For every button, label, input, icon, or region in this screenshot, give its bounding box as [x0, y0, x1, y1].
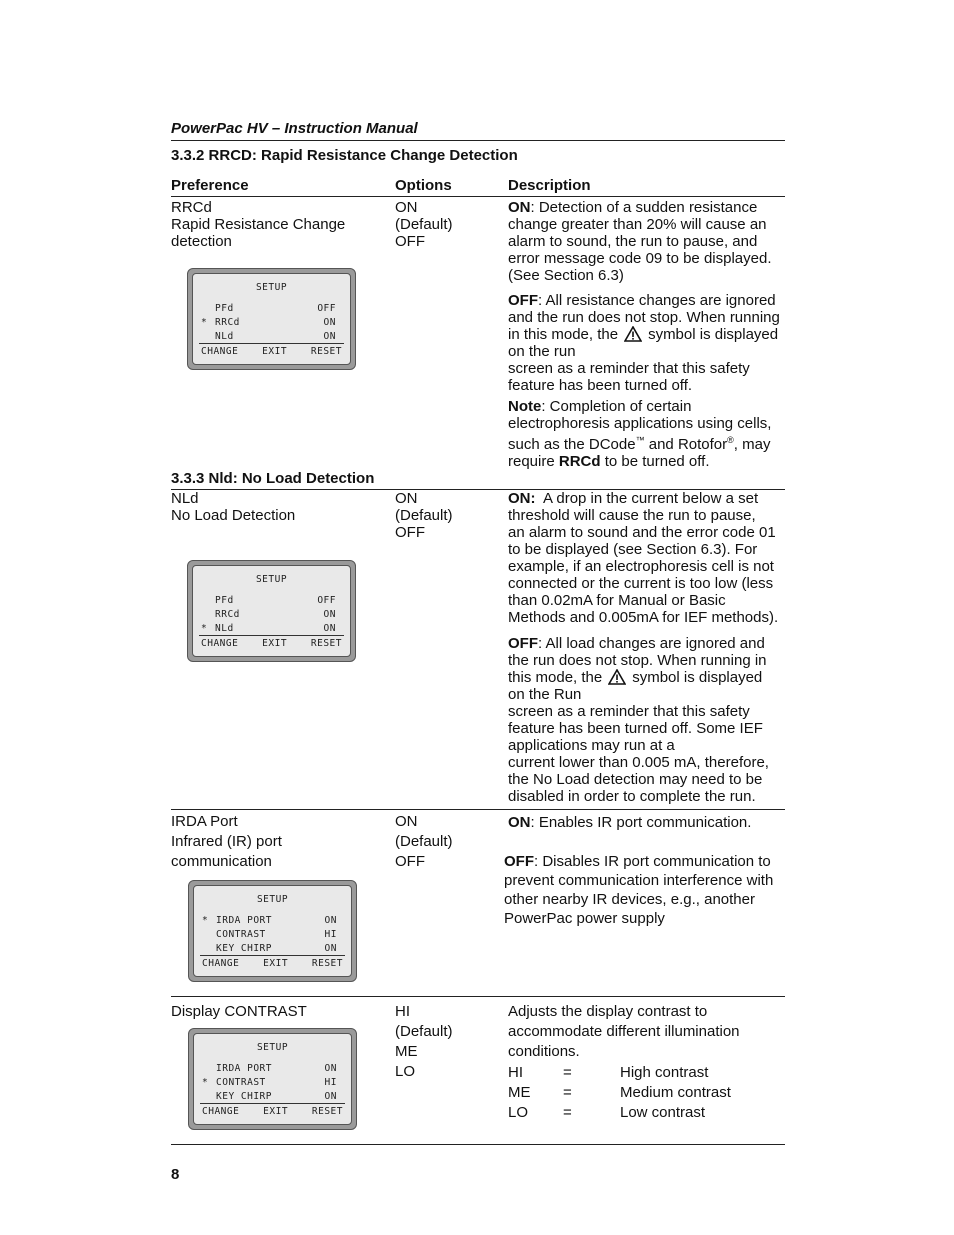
description-text: feature has been turned off.	[508, 377, 693, 394]
exit-softkey: EXIT	[263, 1106, 289, 1117]
setting-value: OFF	[317, 303, 336, 314]
option-value: HI	[395, 1003, 410, 1020]
setting-name: IRDA PORT	[216, 1063, 272, 1074]
change-softkey: CHANGE	[201, 638, 239, 649]
note-text: and Rotofor	[644, 436, 728, 453]
setting-value: ON	[323, 609, 336, 620]
note-label: Note	[508, 398, 542, 415]
trademark-symbol: ™	[635, 435, 645, 445]
description-text: Adjusts the display contrast to	[508, 1003, 708, 1020]
contrast-preference	[171, 1002, 307, 1022]
option-value: OFF	[395, 853, 425, 870]
level-meaning: Low contrast	[620, 1104, 706, 1121]
warning-icon	[608, 669, 626, 685]
screen-divider	[199, 635, 344, 636]
setting-name: NLd	[215, 623, 234, 634]
selection-marker: *	[202, 915, 209, 926]
screen-row	[202, 915, 337, 927]
reset-softkey: RESET	[310, 346, 342, 357]
level-equals: =	[563, 1064, 572, 1081]
level-equals: =	[563, 1084, 572, 1101]
description-text: conditions.	[508, 1043, 580, 1060]
nld-options	[395, 490, 453, 541]
level-code: LO	[508, 1104, 529, 1121]
contrast-level-row	[508, 1063, 768, 1083]
table-header-rule	[171, 196, 785, 197]
option-value: (Default)	[395, 1023, 453, 1040]
note-text: : Completion of certain	[541, 398, 692, 415]
off-label: OFF	[504, 853, 534, 870]
description-text: Methods and 0.005mA for IEF methods).	[508, 609, 779, 626]
option-value: ON	[395, 199, 418, 216]
screen-divider	[199, 343, 344, 344]
rrcd-off-description	[508, 292, 780, 394]
option-value: OFF	[395, 524, 425, 541]
description-text: applications may run at a	[508, 737, 675, 754]
note-text: require	[508, 453, 559, 470]
option-value: ON	[395, 490, 418, 507]
setting-name: NLd	[215, 331, 234, 342]
description-text: this mode, the	[508, 669, 603, 686]
note-text: , may	[733, 436, 771, 453]
screen-divider	[200, 1103, 345, 1104]
description-text: alarm to sound, the run to pause, and	[508, 233, 758, 250]
contrast-level-row	[508, 1103, 768, 1123]
rrcd-note	[508, 398, 771, 470]
description-text: in this mode, the	[508, 326, 619, 343]
section-heading-rrcd: 3.3.2 RRCD: Rapid Resistance Change Detection	[171, 147, 518, 164]
contrast-levels	[508, 1063, 768, 1123]
description-text: disabled in order to complete the run.	[508, 788, 756, 805]
setting-name: PFd	[215, 303, 234, 314]
change-softkey: CHANGE	[202, 958, 240, 969]
description-text: than 0.02mA for Manual or Basic	[508, 592, 726, 609]
screen-softkeys	[201, 638, 342, 649]
setting-value: ON	[323, 317, 336, 328]
level-meaning: Medium contrast	[620, 1084, 731, 1101]
on-label: ON:	[508, 490, 536, 507]
setting-name: IRDA PORT	[216, 915, 272, 926]
setting-name: RRCd	[215, 609, 240, 620]
description-text: current lower than 0.005 mA, therefore,	[508, 754, 769, 771]
contrast-options	[395, 1002, 453, 1082]
screen-title: SETUP	[256, 1042, 289, 1053]
nld-off-description	[508, 635, 769, 805]
description-text: : Disables IR port communication to	[534, 853, 771, 870]
selection-marker: *	[201, 623, 208, 634]
description-text: (See Section 6.3)	[508, 267, 624, 284]
note-text: such as the DCode	[508, 436, 636, 453]
level-code: HI	[508, 1064, 523, 1081]
description-text: threshold will cause the run to pause,	[508, 507, 756, 524]
note-text: electrophoresis applications using cells,	[508, 415, 772, 432]
pref-name: Display CONTRAST	[171, 1003, 307, 1020]
description-text: PowerPac power supply	[504, 910, 665, 927]
irda-preference	[171, 812, 282, 872]
description-text: connected or the current is too low (less	[508, 575, 774, 592]
rrcd-preference	[171, 199, 345, 250]
reset-softkey: RESET	[310, 638, 342, 649]
pref-code: NLd	[171, 490, 199, 507]
description-text: on the Run	[508, 686, 582, 703]
row-rule	[171, 809, 785, 810]
screen-row	[202, 943, 337, 955]
irda-on-description	[508, 814, 751, 831]
header-rule	[171, 140, 785, 141]
description-text: change greater than 20% will cause an	[508, 216, 767, 233]
setting-value: OFF	[317, 595, 336, 606]
description-text: A drop in the current below a set	[535, 490, 759, 507]
description-text: feature has been turned off. Some IEF	[508, 720, 763, 737]
screen-row	[201, 317, 336, 329]
setup-screen-rrcd	[187, 268, 356, 370]
description-text: screen as a reminder that this safety	[508, 360, 750, 377]
screen-softkeys	[201, 346, 342, 357]
description-text: symbol is displayed	[648, 326, 779, 343]
level-equals: =	[563, 1104, 572, 1121]
pref-name: No Load Detection	[171, 507, 296, 524]
row-rule	[171, 996, 785, 997]
setting-value: HI	[324, 929, 337, 940]
contrast-description	[508, 1002, 740, 1062]
on-label: ON	[508, 814, 531, 831]
screen-title: SETUP	[256, 894, 289, 905]
page-number: 8	[171, 1166, 180, 1183]
setting-name: RRCd	[215, 317, 240, 328]
setting-name: PFd	[215, 595, 234, 606]
on-label: ON	[508, 199, 531, 216]
setup-screen-irda	[188, 880, 357, 982]
selection-marker: *	[202, 1077, 209, 1088]
setting-value: ON	[324, 943, 337, 954]
screen-title: SETUP	[255, 282, 288, 293]
exit-softkey: EXIT	[263, 958, 289, 969]
pref-code: RRCd	[171, 199, 212, 216]
description-text: screen as a reminder that this safety	[508, 703, 750, 720]
screen-title: SETUP	[255, 574, 288, 585]
exit-softkey: EXIT	[262, 638, 288, 649]
screen-row	[201, 303, 336, 315]
setting-name: KEY CHIRP	[216, 1091, 272, 1102]
reset-softkey: RESET	[311, 958, 343, 969]
selection-marker: *	[201, 317, 208, 328]
level-code: ME	[508, 1084, 531, 1101]
section-heading-nld: 3.3.3 Nld: No Load Detection	[171, 470, 375, 487]
rrcd-on-description	[508, 199, 772, 284]
screen-divider	[200, 955, 345, 956]
contrast-level-row	[508, 1083, 768, 1103]
manual-title: PowerPac HV – Instruction Manual	[171, 120, 418, 137]
off-label: OFF	[508, 292, 538, 309]
pref-name: Rapid Resistance Change	[171, 216, 346, 233]
nld-preference	[171, 490, 295, 524]
setting-value: ON	[323, 623, 336, 634]
screen-row	[202, 1063, 337, 1075]
pref-name: Infrared (IR) port	[171, 833, 282, 850]
screen-softkeys	[202, 958, 343, 969]
description-text: error message code 09 to be displayed.	[508, 250, 772, 267]
pref-name: communication	[171, 853, 272, 870]
level-meaning: High contrast	[620, 1064, 709, 1081]
option-value: LO	[395, 1063, 416, 1080]
setting-value: HI	[324, 1077, 337, 1088]
pref-name: IRDA Port	[171, 813, 238, 830]
registered-symbol: ®	[727, 435, 734, 445]
description-text: an alarm to sound and the error code 01	[508, 524, 776, 541]
screen-row	[201, 331, 336, 343]
reset-softkey: RESET	[311, 1106, 343, 1117]
setup-screen-contrast	[188, 1028, 357, 1130]
setting-value: ON	[324, 1063, 337, 1074]
change-softkey: CHANGE	[202, 1106, 240, 1117]
screen-row	[202, 1091, 337, 1103]
setting-value: ON	[323, 331, 336, 342]
description-text: the No Load detection may need to be	[508, 771, 763, 788]
change-softkey: CHANGE	[201, 346, 239, 357]
setting-name: CONTRAST	[216, 929, 266, 940]
rrcd-options	[395, 199, 453, 250]
screen-row	[202, 929, 337, 941]
exit-softkey: EXIT	[262, 346, 288, 357]
column-header-description: Description	[508, 177, 591, 194]
irda-options	[395, 812, 453, 872]
table-bottom-rule	[171, 1144, 785, 1145]
option-value: (Default)	[395, 833, 453, 850]
description-text: : All resistance changes are ignored	[538, 292, 776, 309]
pref-name: detection	[171, 233, 232, 250]
description-text: other nearby IR devices, e.g., another	[504, 891, 755, 908]
option-value: ME	[395, 1043, 418, 1060]
description-text: prevent communication interference with	[504, 872, 774, 889]
description-text: accommodate different illumination	[508, 1023, 740, 1040]
screen-row	[201, 595, 336, 607]
option-value: (Default)	[395, 216, 453, 233]
note-text: RRCd	[558, 453, 601, 470]
description-text: symbol is displayed	[632, 669, 763, 686]
nld-on-description	[508, 490, 778, 626]
irda-off-description	[504, 852, 773, 928]
setting-name: CONTRAST	[216, 1077, 266, 1088]
description-text: the run does not stop. When running in	[508, 652, 767, 669]
note-text: to be turned off.	[600, 453, 710, 470]
off-label: OFF	[508, 635, 538, 652]
option-value: (Default)	[395, 507, 453, 524]
description-text: and the run does not stop. When running	[508, 309, 780, 326]
screen-softkeys	[202, 1106, 343, 1117]
setting-value: ON	[324, 915, 337, 926]
description-text: : All load changes are ignored and	[538, 635, 765, 652]
setting-name: KEY CHIRP	[216, 943, 272, 954]
description-text: : Detection of a sudden resistance	[530, 199, 758, 216]
setup-screen-nld	[187, 560, 356, 662]
option-value: OFF	[395, 233, 425, 250]
option-value: ON	[395, 813, 418, 830]
description-text: to be displayed (see Section 6.3). For	[508, 541, 758, 558]
screen-row	[201, 609, 336, 621]
description-text: : Enables IR port communication.	[530, 814, 752, 831]
screen-row	[202, 1077, 337, 1089]
warning-icon	[624, 326, 642, 342]
setting-value: ON	[324, 1091, 337, 1102]
column-header-preference: Preference	[171, 177, 249, 194]
description-text: on the run	[508, 343, 576, 360]
column-header-options: Options	[395, 177, 452, 194]
description-text: example, if an electrophoresis cell is not	[508, 558, 774, 575]
screen-row	[201, 623, 336, 635]
